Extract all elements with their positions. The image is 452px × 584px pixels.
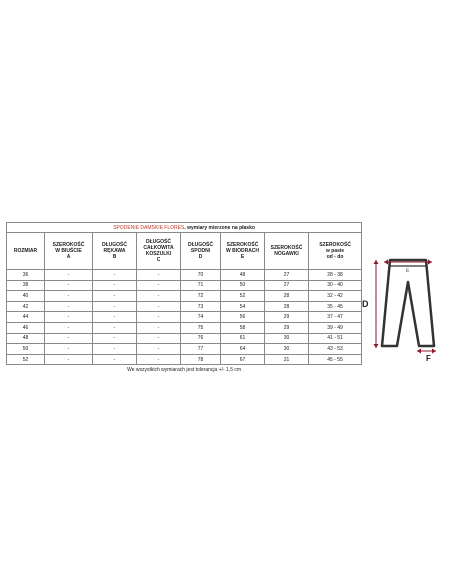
f-arrow	[417, 349, 436, 354]
size-cell: 46	[7, 322, 45, 333]
measurement-cell: -	[45, 270, 93, 281]
tolerance-note: We wszystkich wymiarach jest tolerancja +/- 1,5 cm	[127, 366, 242, 373]
measurement-cell: 56	[221, 312, 265, 323]
measurement-cell: 29	[265, 312, 309, 323]
column-header-line: W BIODRACH	[225, 248, 260, 254]
column-header-line: B	[112, 254, 117, 260]
measurement-cell: 70	[181, 270, 221, 281]
measurement-cell: 77	[181, 344, 221, 355]
measurement-cell: -	[137, 312, 181, 323]
measurement-cell: -	[137, 344, 181, 355]
measurement-cell: -	[93, 312, 137, 323]
column-header-line: DŁUGOŚĆ	[188, 242, 213, 248]
measurement-cell: 30	[265, 333, 309, 344]
measurement-cell: -	[45, 312, 93, 323]
table-row	[7, 270, 362, 281]
measurement-cell: -	[137, 322, 181, 333]
column-header	[137, 233, 181, 270]
measurement-cell: 32 - 42	[309, 291, 362, 302]
column-header	[181, 233, 221, 270]
measurement-cell: 37 - 47	[309, 312, 362, 323]
column-header-line: CAŁKOWITA	[143, 245, 174, 251]
measurement-cell: 64	[221, 344, 265, 355]
measurement-cell: -	[93, 322, 137, 333]
column-header-line: DŁUGOŚĆ	[146, 239, 171, 245]
measurement-cell: -	[45, 333, 93, 344]
measurement-cell: 28 - 38	[309, 270, 362, 281]
measurement-cell: -	[93, 291, 137, 302]
column-header-line: A	[66, 254, 71, 260]
column-header-line: W BIUŚCIE	[55, 248, 82, 254]
column-header	[45, 233, 93, 270]
column-header	[221, 233, 265, 270]
size-cell: 50	[7, 344, 45, 355]
table-body	[7, 270, 362, 365]
size-cell: 36	[7, 270, 45, 281]
measurement-cell: 71	[181, 280, 221, 291]
size-table	[6, 222, 362, 374]
table-row	[7, 344, 362, 355]
column-header	[265, 233, 309, 270]
measurement-cell: 75	[181, 322, 221, 333]
size-cell: 42	[7, 301, 45, 312]
measurement-cell: -	[137, 280, 181, 291]
table-row	[7, 354, 362, 365]
measurement-cell: 74	[181, 312, 221, 323]
measurement-cell: 76	[181, 333, 221, 344]
measurement-cell: -	[45, 280, 93, 291]
size-cell: 38	[7, 280, 45, 291]
column-header-line: w pasie	[326, 248, 345, 254]
measurement-cell: -	[93, 333, 137, 344]
size-cell: 40	[7, 291, 45, 302]
column-header-line: E	[240, 254, 245, 260]
header-row	[7, 233, 362, 270]
measurement-cell: -	[93, 344, 137, 355]
table-title-product: SPODENIE DAMSKIE FLORES	[113, 224, 185, 231]
measurement-cell: -	[137, 270, 181, 281]
table-row	[7, 333, 362, 344]
column-header-line: SZEROKOŚĆ	[270, 245, 303, 251]
measurement-cell: -	[45, 301, 93, 312]
measurement-cell: 39 - 49	[309, 322, 362, 333]
table-row	[7, 312, 362, 323]
measurement-cell: 78	[181, 354, 221, 365]
label-e: E	[406, 268, 410, 274]
column-header-line: D	[198, 254, 203, 260]
measurement-cell: -	[45, 344, 93, 355]
label-d: D	[362, 299, 369, 309]
size-cell: 48	[7, 333, 45, 344]
measurement-cell: 52	[221, 291, 265, 302]
table-row	[7, 291, 362, 302]
table-title	[7, 223, 362, 233]
measurement-cell: -	[93, 354, 137, 365]
size-cell: 44	[7, 312, 45, 323]
column-header	[309, 233, 362, 270]
measurement-cell: -	[93, 301, 137, 312]
table-row	[7, 280, 362, 291]
table-row	[7, 301, 362, 312]
measurement-cell: -	[137, 333, 181, 344]
table-title-subtitle: . wymiary mierzone na płasko	[184, 224, 255, 231]
column-header-line: RĘKAWA	[103, 248, 126, 254]
measurement-cell: 48	[221, 270, 265, 281]
column-header-line: C	[156, 257, 161, 263]
measurement-cell: 31	[265, 354, 309, 365]
column-header-line: KOSZULKI	[145, 251, 172, 257]
measurement-cell: 29	[265, 322, 309, 333]
column-header	[7, 233, 45, 270]
measurement-cell: -	[45, 291, 93, 302]
column-header-line: od - do	[326, 254, 344, 260]
measurement-cell: 50	[221, 280, 265, 291]
measurement-cell: 28	[265, 291, 309, 302]
column-header-line: ROZMIAR	[13, 248, 38, 254]
column-header-line: DŁUGOŚĆ	[102, 242, 127, 248]
measurement-cell: 67	[221, 354, 265, 365]
d-arrow	[374, 260, 379, 348]
measurement-cell: 41 - 51	[309, 333, 362, 344]
measurement-cell: -	[93, 280, 137, 291]
measurement-cell: -	[137, 301, 181, 312]
measurement-cell: 30 - 40	[309, 280, 362, 291]
measurement-cell: 43 - 53	[309, 344, 362, 355]
size-cell: 52	[7, 354, 45, 365]
column-header-line: SPODNI	[190, 248, 211, 254]
measurement-cell: 72	[181, 291, 221, 302]
measurement-cell: -	[137, 291, 181, 302]
label-f: F	[426, 354, 431, 363]
measurement-cell: -	[137, 354, 181, 365]
measurement-cell: 35 - 45	[309, 301, 362, 312]
measurement-cell: 54	[221, 301, 265, 312]
measurement-cell: 27	[265, 270, 309, 281]
measurement-cell: 45 - 55	[309, 354, 362, 365]
measurement-cell: -	[45, 322, 93, 333]
measurement-cell: 73	[181, 301, 221, 312]
measurement-cell: 28	[265, 301, 309, 312]
trousers-diagram	[362, 250, 448, 370]
measurement-cell: 27	[265, 280, 309, 291]
column-header-line: SZEROKOŚĆ	[52, 242, 85, 248]
column-header-line: NOGAWKI	[274, 251, 299, 257]
column-header	[93, 233, 137, 270]
measurement-cell: -	[93, 270, 137, 281]
measurement-cell: 30	[265, 344, 309, 355]
measurement-cell: -	[45, 354, 93, 365]
measurement-cell: 61	[221, 333, 265, 344]
column-header-line: SZEROKOŚĆ	[226, 242, 259, 248]
table-row	[7, 322, 362, 333]
measurement-cell: 58	[221, 322, 265, 333]
column-header-line: SZEROKOŚĆ	[319, 242, 351, 248]
